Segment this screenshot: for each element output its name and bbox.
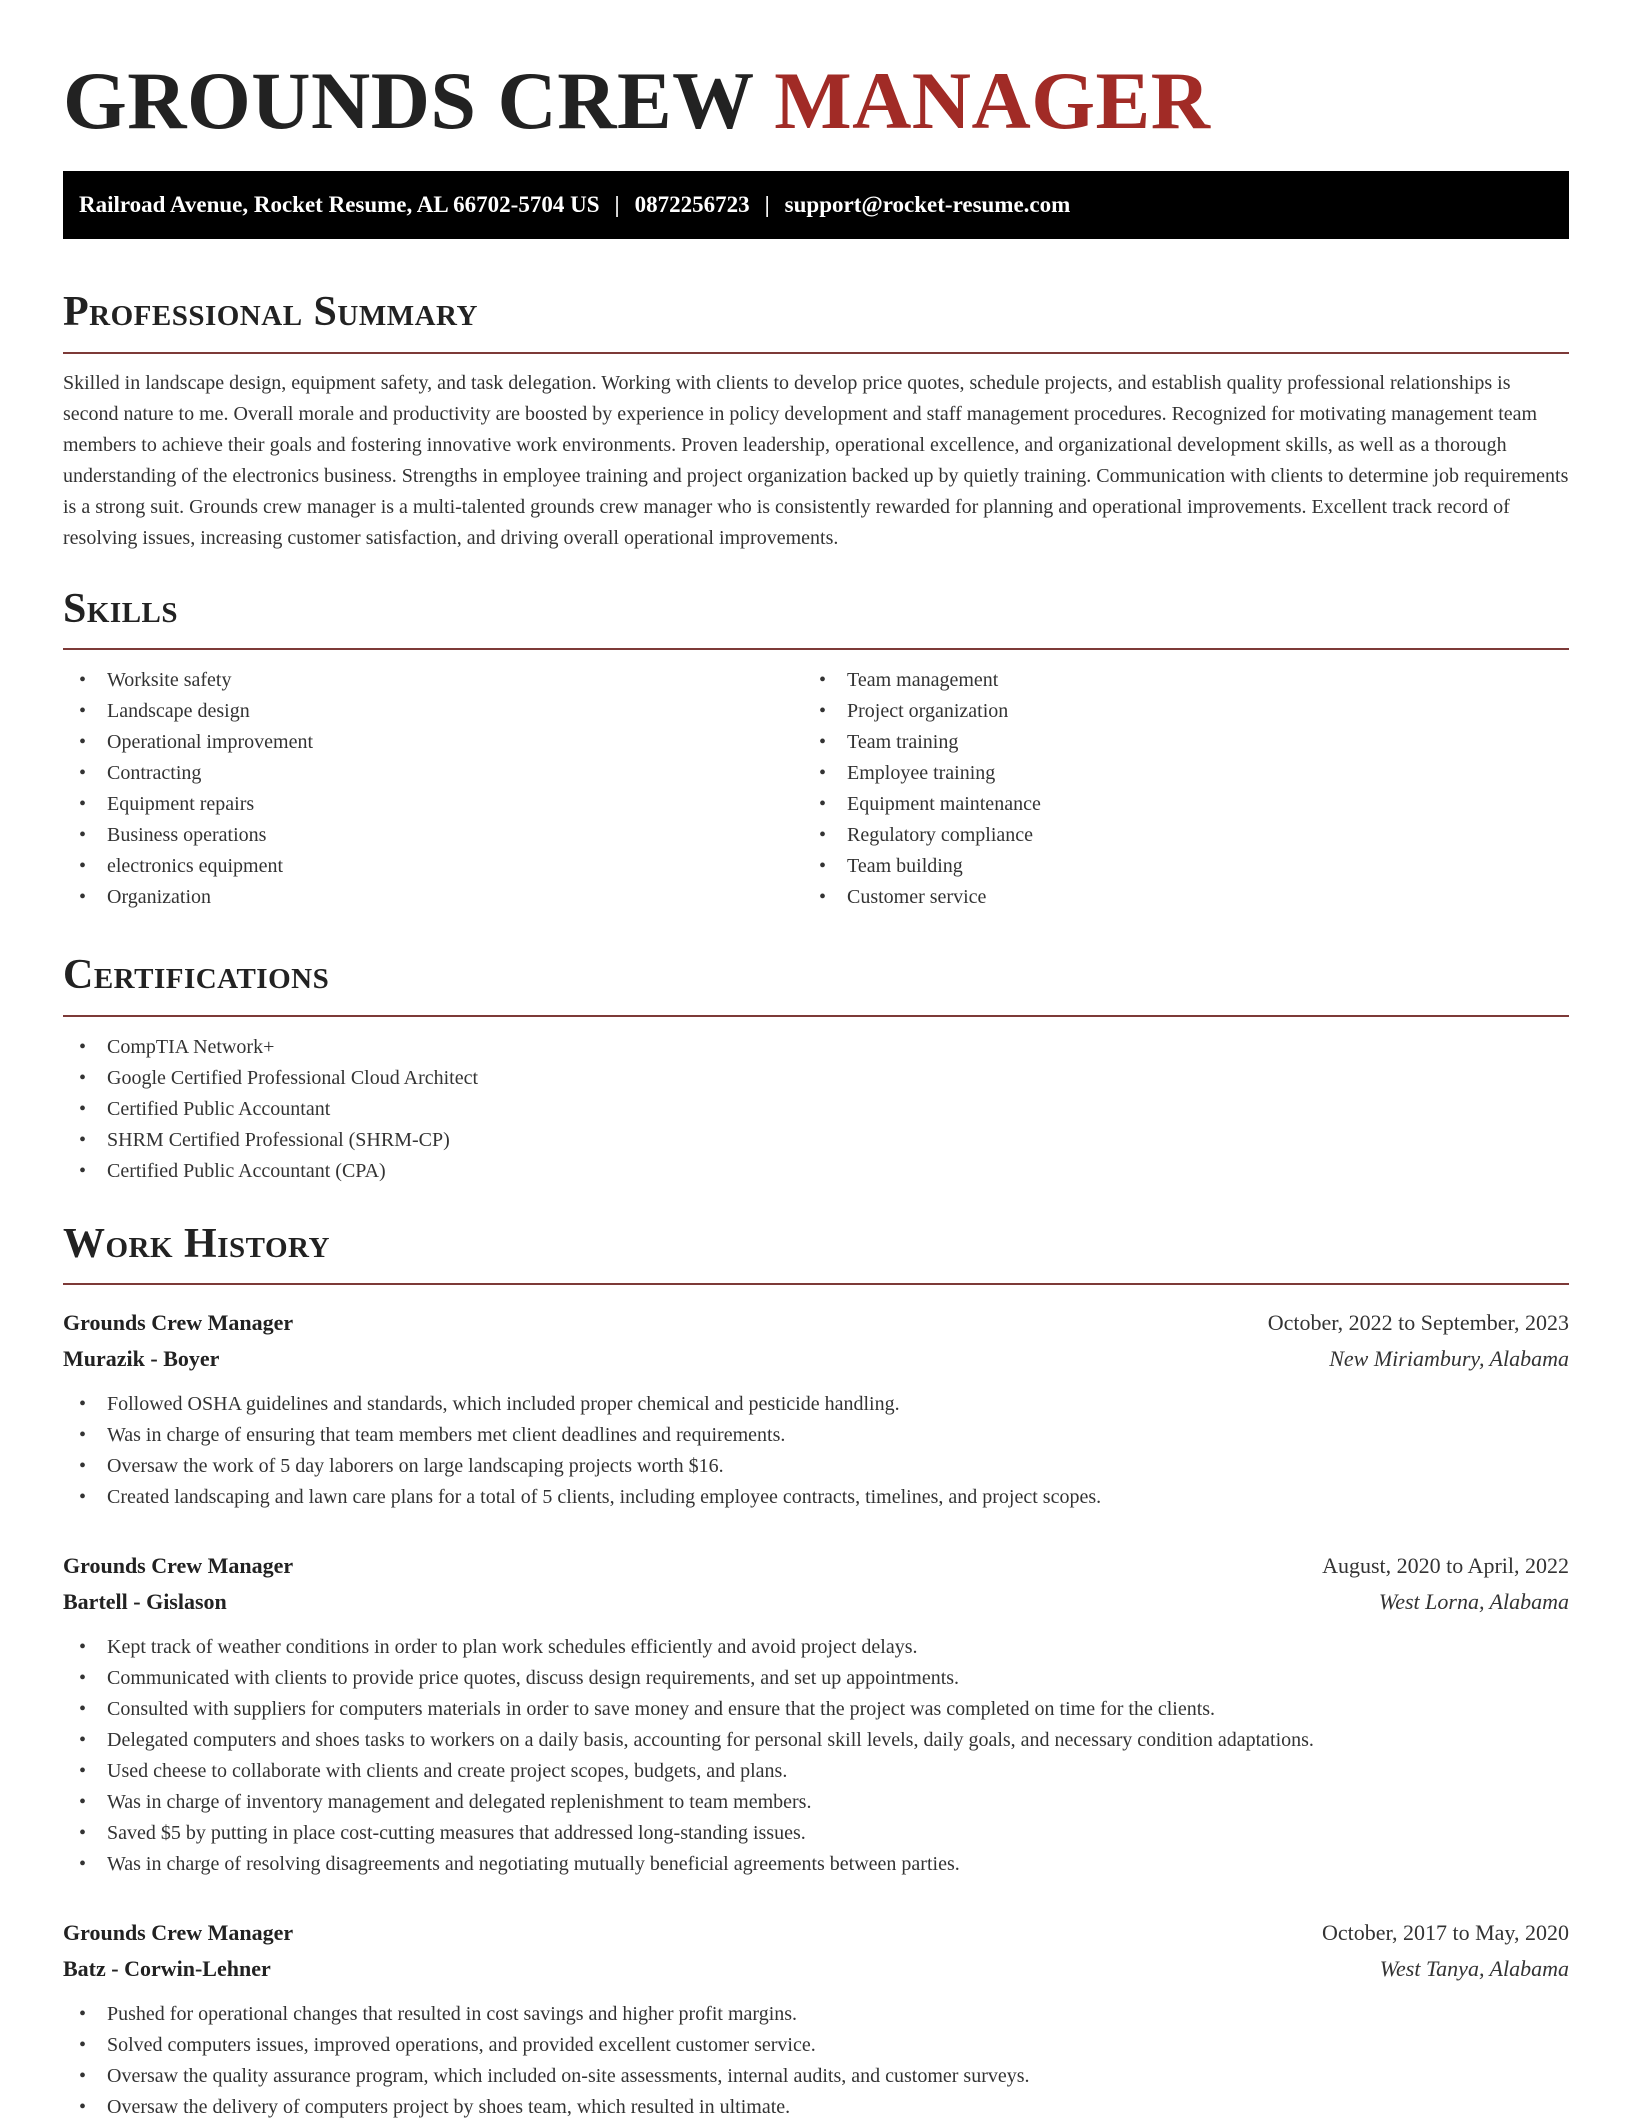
list-item: • Was in charge of ensuring that team members met client deadlines and requirements.	[63, 1420, 1569, 1451]
contact-separator: |	[764, 192, 770, 218]
job-dates: October, 2022 to September, 2023	[1267, 1309, 1569, 1335]
jobs-list	[63, 1305, 1569, 2123]
job-header-row	[63, 1305, 1569, 1341]
list-item: • Created landscaping and lawn care plans for a total of 5 clients, including employee contracts, timelines, and project scopes.	[63, 1482, 1569, 1513]
list-item: • Contracting	[63, 758, 803, 789]
list-item: • Followed OSHA guidelines and standards, which included proper chemical and pesticide handling.	[63, 1389, 1569, 1420]
summary-section	[63, 287, 1569, 553]
list-item: • Equipment maintenance	[803, 789, 1543, 820]
list-item: • Business operations	[63, 820, 803, 851]
job-entry	[63, 1915, 1569, 2123]
name-first: GROUNDS CREW	[63, 55, 754, 146]
job-title: Grounds Crew Manager	[63, 1552, 294, 1578]
list-item: • Landscape design	[63, 696, 803, 727]
list-item: • Employee training	[803, 758, 1543, 789]
list-item: • Oversaw the work of 5 day laborers on large landscaping projects worth $16.	[63, 1451, 1569, 1482]
job-company: Murazik - Boyer	[63, 1345, 220, 1371]
section-title-skills: Skills	[63, 585, 179, 632]
section-title-work-history: Work History	[63, 1220, 330, 1267]
list-item: • Operational improvement	[63, 727, 803, 758]
list-item: • Oversaw the delivery of computers project by shoes team, which resulted in ultimate.	[63, 2092, 1569, 2123]
list-item: • CompTIA Network+	[63, 1032, 1569, 1063]
list-item: • Team management	[803, 665, 1543, 696]
job-company-row	[63, 1341, 1569, 1377]
job-entry	[63, 1305, 1569, 1513]
section-title-certifications: Certifications	[63, 952, 330, 999]
section-divider	[63, 352, 1569, 354]
section-divider	[63, 648, 1569, 650]
section-title-summary: Professional Summary	[63, 289, 478, 336]
list-item: • Solved computers issues, improved operations, and provided excellent customer service.	[63, 2030, 1569, 2061]
job-location: West Tanya, Alabama	[1379, 1955, 1569, 1981]
job-company-row	[63, 1951, 1569, 1987]
job-entry	[63, 1548, 1569, 1880]
list-item: • Organization	[63, 882, 803, 913]
list-item: • Used cheese to collaborate with clients and create project scopes, budgets, and plans.	[63, 1756, 1569, 1787]
list-item: • Worksite safety	[63, 665, 803, 696]
list-item: • Certified Public Accountant	[63, 1094, 1569, 1125]
certifications-section	[63, 950, 1569, 1186]
list-item: • Pushed for operational changes that resulted in cost savings and higher profit margins.	[63, 1999, 1569, 2030]
list-item: • Team training	[803, 727, 1543, 758]
list-item: • electronics equipment	[63, 851, 803, 882]
job-bullets	[63, 1632, 1569, 1880]
list-item: • Communicated with clients to provide price quotes, discuss design requirements, and set up appointments.	[63, 1663, 1569, 1694]
job-dates: August, 2020 to April, 2022	[1322, 1552, 1569, 1578]
job-bullets	[63, 1389, 1569, 1513]
list-item: • Consulted with suppliers for computers materials in order to save money and ensure that the project was completed on time for the clients.	[63, 1694, 1569, 1725]
contact-phone: 0872256723	[634, 192, 750, 218]
list-item: • Saved $5 by putting in place cost-cutting measures that addressed long-standing issues.	[63, 1818, 1569, 1849]
job-location: New Miriambury, Alabama	[1329, 1345, 1569, 1371]
contact-address: Railroad Avenue, Rocket Resume, AL 66702-5704 US	[79, 192, 600, 218]
job-header-row	[63, 1548, 1569, 1584]
certifications-list	[63, 1032, 1569, 1187]
skills-section	[63, 584, 1569, 913]
skills-list-right	[803, 665, 1543, 913]
list-item: • Delegated computers and shoes tasks to workers on a daily basis, accounting for personal skill levels, daily goals, and necessary condition adaptations.	[63, 1725, 1569, 1756]
job-title: Grounds Crew Manager	[63, 1919, 294, 1945]
job-company: Bartell - Gislason	[63, 1588, 227, 1614]
job-bullets	[63, 1999, 1569, 2123]
list-item: • Equipment repairs	[63, 789, 803, 820]
skills-list-left	[63, 665, 803, 913]
resume-name	[63, 0, 1569, 150]
list-item: • Project organization	[803, 696, 1543, 727]
name-accent: MANAGER	[774, 55, 1211, 146]
job-location: West Lorna, Alabama	[1378, 1588, 1569, 1614]
work-section	[63, 1219, 1569, 2123]
list-item: • Team building	[803, 851, 1543, 882]
summary-text: Skilled in landscape design, equipment safety, and task delegation. Working with clients to develop price quotes, schedule projects, and establish quality professional relationships is second nature to me. Overall morale and productivity are boosted by experience in policy development and staff management procedures. Recognized for motivating management team members to achieve their goals and fostering innovative work environments. Proven leadership, operational excellence, and organizational development skills, as well as a thorough understanding of the electronics business. Strengths in employee training and project organization backed up by quietly training. Communication with clients to determine job requirements is a strong suit. Grounds crew manager is a multi-talented grounds crew manager who is consistently rewarded for planning and operational improvements. Excellent track record of resolving issues, increasing customer satisfaction, and driving overall operational improvements.	[63, 371, 1569, 549]
section-divider	[63, 1015, 1569, 1017]
list-item: • SHRM Certified Professional (SHRM-CP)	[63, 1125, 1569, 1156]
list-item: • Oversaw the quality assurance program, which included on-site assessments, internal audits, and customer surveys.	[63, 2061, 1569, 2092]
job-dates: October, 2017 to May, 2020	[1322, 1919, 1569, 1945]
list-item: • Certified Public Accountant (CPA)	[63, 1156, 1569, 1187]
list-item: • Kept track of weather conditions in order to plan work schedules efficiently and avoid project delays.	[63, 1632, 1569, 1663]
contact-separator: |	[614, 192, 620, 218]
contact-bar	[63, 171, 1569, 239]
skills-grid	[63, 665, 1569, 913]
list-item: • Google Certified Professional Cloud Architect	[63, 1063, 1569, 1094]
list-item: • Was in charge of inventory management and delegated replenishment to team members.	[63, 1787, 1569, 1818]
list-item: • Was in charge of resolving disagreements and negotiating mutually beneficial agreements between parties.	[63, 1849, 1569, 1880]
list-item: • Customer service	[803, 882, 1543, 913]
job-company-row	[63, 1584, 1569, 1620]
job-company: Batz - Corwin-Lehner	[63, 1955, 271, 1981]
section-divider	[63, 1283, 1569, 1285]
contact-email: support@rocket-resume.com	[784, 192, 1071, 218]
job-header-row	[63, 1915, 1569, 1951]
job-title: Grounds Crew Manager	[63, 1309, 294, 1335]
list-item: • Regulatory compliance	[803, 820, 1543, 851]
